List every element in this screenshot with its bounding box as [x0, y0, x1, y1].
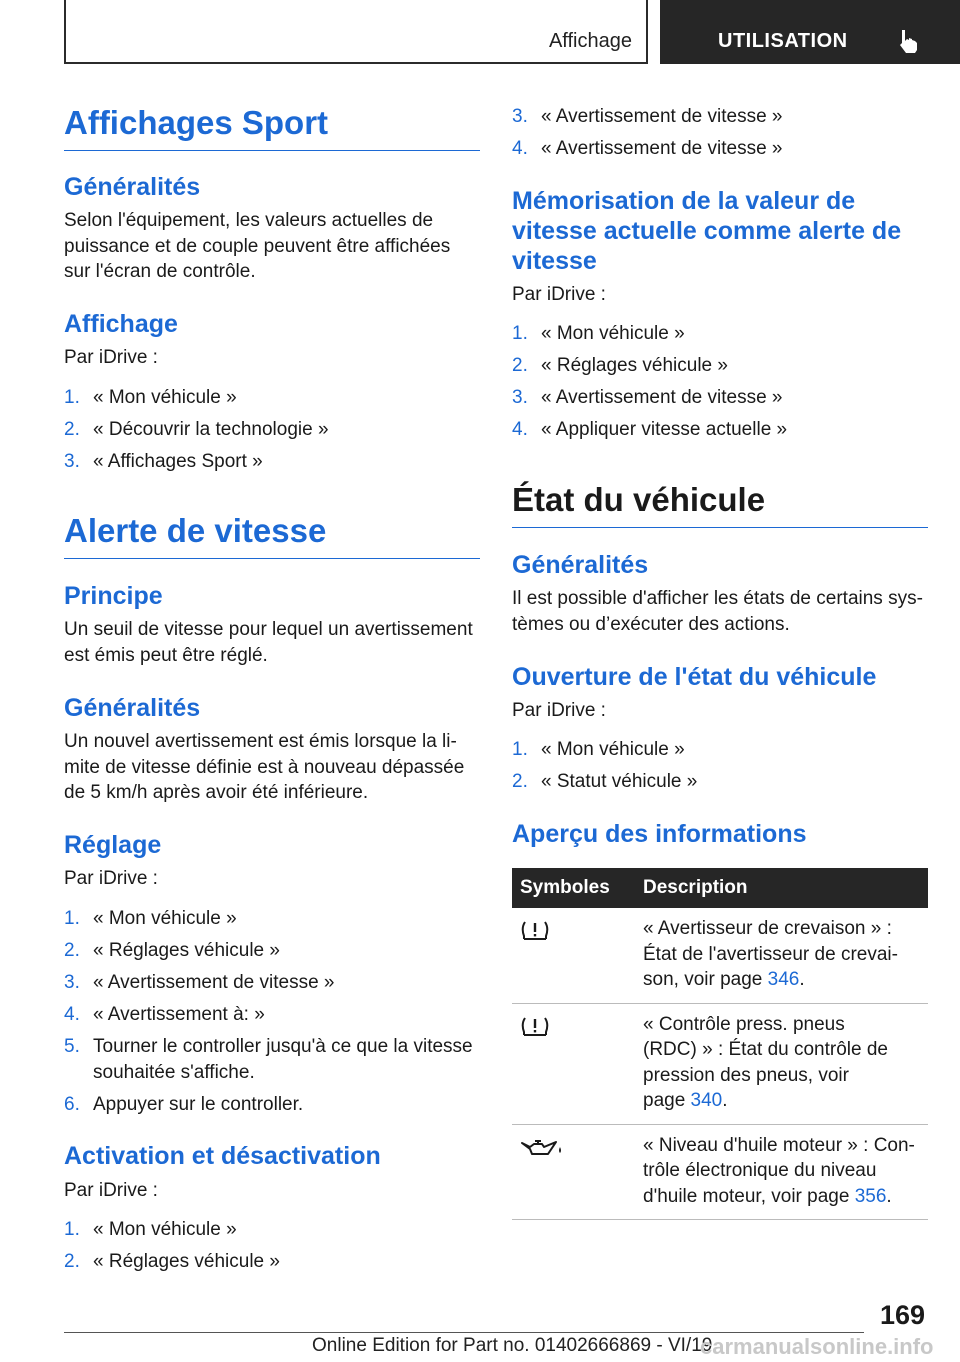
- list-text: « Mon véhicule »: [93, 908, 237, 929]
- list-number: 1.: [64, 1219, 80, 1240]
- table-description: [643, 1125, 928, 1220]
- list-number: 2.: [512, 771, 528, 792]
- text-fragment: son, voir page: [643, 969, 768, 990]
- heading-generalites-2: Généralités: [64, 694, 201, 722]
- paragraph-generalites-1: [64, 208, 480, 285]
- heading-apercu: Aperçu des informations: [512, 820, 807, 848]
- text-line: État de l'avertisseur de crevai‐: [643, 943, 898, 965]
- text-fragment: .: [799, 969, 805, 990]
- list-number: 1.: [512, 323, 528, 344]
- list-text: « Statut véhicule »: [541, 771, 698, 792]
- heading-affichages-sport: Affichages Sport: [64, 104, 480, 151]
- list-number: 2.: [64, 940, 80, 961]
- header-chapter-title: UTILISATION: [718, 30, 848, 52]
- list-number: 5.: [64, 1036, 80, 1057]
- list-number: 3.: [512, 106, 528, 127]
- list-number: 4.: [512, 419, 528, 440]
- text-line: [643, 1088, 928, 1114]
- text-fragment: d'huile moteur, voir page: [643, 1185, 855, 1207]
- tire-pressure-icon: [520, 1016, 550, 1043]
- list-text: « Affichages Sport »: [93, 451, 263, 472]
- table-header: [512, 868, 928, 908]
- heading-line: vitesse actuelle comme alerte de: [512, 217, 902, 245]
- table-row: [512, 1004, 928, 1125]
- list-number: 3.: [64, 972, 80, 993]
- list-text: « Réglages véhicule »: [93, 940, 280, 961]
- text-line: Selon l'équipement, les valeurs actuelles de: [64, 210, 434, 231]
- text-line: puissance et de couple peuvent être affichées: [64, 235, 451, 257]
- list-number: 6.: [64, 1094, 80, 1115]
- list-number: 3.: [64, 451, 80, 472]
- heading-line: vitesse: [512, 247, 597, 275]
- heading-generalites-3: Généralités: [512, 551, 649, 579]
- watermark: carmanualsonline.info: [700, 1334, 934, 1359]
- table-header-description: Description: [643, 877, 748, 898]
- table-row: [512, 1125, 928, 1221]
- paragraph-ouverture: Par iDrive :: [512, 700, 606, 721]
- text-line: (RDC) » : État du contrôle de: [643, 1039, 888, 1060]
- list-text: « Découvrir la technologie »: [93, 419, 329, 440]
- list-number: 2.: [64, 419, 80, 440]
- list-text: « Mon véhicule »: [541, 323, 685, 344]
- header-section-box: [64, 0, 648, 64]
- text-line: trôle électronique du niveau: [643, 1160, 877, 1181]
- table-description: [643, 908, 928, 1003]
- heading-activation: Activation et désactivation: [64, 1142, 381, 1170]
- page-number: 169: [880, 1300, 926, 1330]
- text-fragment: .: [722, 1090, 728, 1111]
- list-number: 2.: [64, 1251, 80, 1272]
- text-line: Un nouvel avertissement est émis lorsque la li‐: [64, 731, 457, 752]
- list-text-line: Tourner le controller jusqu'à ce que la vitesse: [93, 1036, 473, 1057]
- paragraph-reglage: Par iDrive :: [64, 868, 158, 889]
- list-text: « Réglages véhicule »: [93, 1251, 280, 1272]
- list-text-line: souhaitée s'affiche.: [93, 1061, 255, 1083]
- list-text: « Réglages véhicule »: [541, 355, 728, 376]
- paragraph-activation: Par iDrive :: [64, 1180, 158, 1201]
- paragraph-generalites-2: [64, 729, 480, 806]
- table-header-symboles: Symboles: [520, 877, 610, 898]
- table-description: [643, 1004, 928, 1124]
- text-line: [643, 1184, 928, 1210]
- text-line: de 5 km/h après avoir été inférieure.: [64, 782, 369, 803]
- text-line: est émis peut être réglé.: [64, 644, 268, 666]
- heading-memorisation: [512, 186, 928, 276]
- text-line: « Avertisseur de crevaison » :: [643, 918, 892, 939]
- list-number: 1.: [64, 387, 80, 408]
- list-number: 1.: [64, 908, 80, 929]
- symbols-table: [512, 868, 928, 1220]
- list-text: « Avertissement de vitesse »: [541, 138, 783, 159]
- list-text: « Avertissement de vitesse »: [541, 387, 783, 408]
- text-line: sur l'écran de contrôle.: [64, 261, 256, 282]
- paragraph-generalites-3: [512, 586, 928, 637]
- paragraph-memorisation: Par iDrive :: [512, 284, 606, 305]
- text-fragment: page: [643, 1090, 691, 1111]
- heading-etat-du-vehicule: État du véhicule: [512, 481, 928, 528]
- header-chapter-box: [660, 0, 960, 64]
- heading-generalites-1: Généralités: [64, 173, 201, 201]
- heading-principe: Principe: [64, 582, 163, 610]
- list-text: Appuyer sur le controller.: [93, 1094, 304, 1115]
- list-text: « Mon véhicule »: [541, 739, 685, 760]
- text-line: [643, 967, 928, 993]
- footer-edition: Online Edition for Part no. 01402666869 - VI/19: [312, 1335, 713, 1356]
- tire-warning-icon: [520, 920, 550, 947]
- page-link-346[interactable]: 346: [767, 969, 800, 990]
- text-line: « Contrôle press. pneus: [643, 1013, 845, 1035]
- list-text: « Appliquer vitesse actuelle »: [541, 419, 788, 440]
- list-text: « Avertissement de vitesse »: [93, 972, 335, 993]
- list-number: 4.: [512, 138, 528, 159]
- text-line: Il est possible d'afficher les états de certains sys‐: [512, 588, 923, 609]
- list-number: 3.: [512, 387, 528, 408]
- heading-alerte-de-vitesse: Alerte de vitesse: [64, 512, 480, 559]
- page-link-356[interactable]: 356: [854, 1185, 887, 1207]
- heading-reglage: Réglage: [64, 831, 162, 859]
- list-text: « Avertissement de vitesse »: [541, 106, 783, 127]
- footer-divider: [64, 1332, 864, 1333]
- list-text: « Mon véhicule »: [93, 387, 237, 408]
- text-line: Un seuil de vitesse pour lequel un avertissement: [64, 619, 473, 640]
- list-text: [93, 1034, 480, 1085]
- text-line: tèmes ou d’exécuter des actions.: [512, 613, 790, 635]
- list-number: 2.: [512, 355, 528, 376]
- heading-ouverture: Ouverture de l'état du véhicule: [512, 663, 877, 691]
- text-line: mite de vitesse définie est à nouveau dépassée: [64, 756, 465, 778]
- list-number: 1.: [512, 739, 528, 760]
- text-line: pression des pneus, voir: [643, 1064, 849, 1086]
- paragraph-principe: [64, 617, 480, 668]
- heading-affichage: Affichage: [64, 310, 178, 338]
- paragraph-affichage: Par iDrive :: [64, 347, 158, 368]
- table-row: [512, 908, 928, 1004]
- header-section-title: Affichage: [548, 30, 632, 52]
- hand-pointer-icon: [896, 28, 922, 54]
- list-number: 4.: [64, 1004, 80, 1025]
- page-link-340[interactable]: 340: [690, 1090, 723, 1111]
- oil-can-icon: [520, 1137, 570, 1164]
- heading-line: Mémorisation de la valeur de: [512, 187, 856, 215]
- text-fragment: .: [886, 1185, 892, 1207]
- text-line: « Niveau d'huile moteur » : Con‐: [643, 1134, 915, 1156]
- list-text: « Mon véhicule »: [93, 1219, 237, 1240]
- list-text: « Avertissement à: »: [93, 1004, 265, 1025]
